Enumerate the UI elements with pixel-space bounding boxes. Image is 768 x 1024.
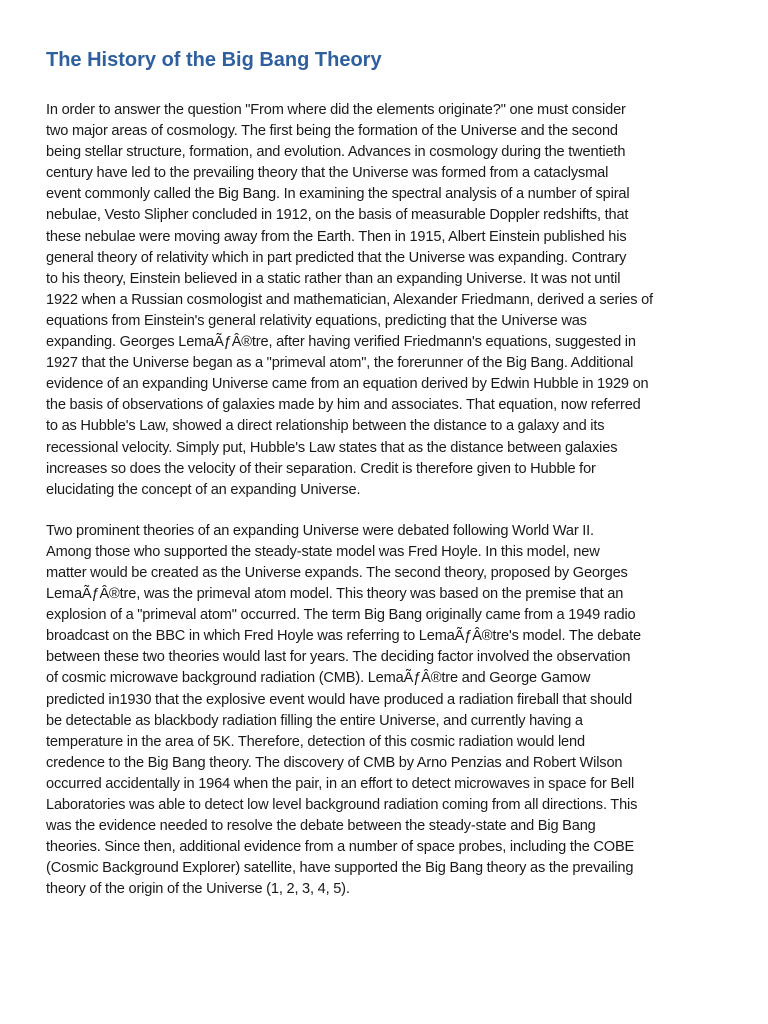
paragraph-line: (Cosmic Background Explorer) satellite, have supported the Big Bang theory as the prevailing [46,860,634,877]
paragraph-line: 1922 when a Russian cosmologist and mathematician, Alexander Friedmann, derived a series of [46,291,653,308]
paragraph-line: these nebulae were moving away from the Earth. Then in 1915, Albert Einstein published his [46,228,627,245]
paragraph-line: Two prominent theories of an expanding Universe were debated following World War II. [46,522,594,539]
paragraph-line: Laboratories was able to detect low level background radiation coming from all directions. This [46,797,638,813]
paragraph-line: temperature in the area of 5K. Therefore, detection of this cosmic radiation would lend [46,733,585,750]
paragraph-line: century have led to the prevailing theory that the Universe was formed from a cataclysmal [46,165,609,182]
paragraph-line: theories. Since then, additional evidence from a number of space probes, including the COBE [46,839,635,856]
paragraph-line: LemaÃƒÂ®tre, was the primeval atom model. This theory was based on the premise that an [46,586,624,603]
paragraph-line: In order to answer the question "From where did the elements originate?" one must consider [46,102,626,118]
paragraph-line: credence to the Big Bang theory. The discovery of CMB by Arno Penzias and Robert Wilson [46,754,623,771]
paragraph-line: was the evidence needed to resolve the debate between the steady-state and Big Bang [46,818,596,835]
paragraph-line: evidence of an expanding Universe came from an equation derived by Edwin Hubble in 1929 on [46,376,649,393]
paragraph-line: matter would be created as the Universe expands. The second theory, proposed by Georges [46,564,628,581]
paragraph-line: elucidating the concept of an expanding Universe. [46,481,361,498]
paragraph-line: Among those who supported the steady-state model was Fred Hoyle. In this model, new [46,543,600,560]
paragraph-line: being stellar structure, formation, and evolution. Advances in cosmology during the twentieth [46,144,626,161]
paragraph-line: broadcast on the BBC in which Fred Hoyle was referring to LemaÃƒÂ®tre's model. The debate [46,628,641,645]
paragraph-line: to as Hubble's Law, showed a direct relationship between the distance to a galaxy and its [46,418,605,435]
paragraph-line: two major areas of cosmology. The first being the formation of the Universe and the second [46,123,618,140]
document-title: The History of the Big Bang Theory [46,49,382,71]
paragraph-line: occurred accidentally in 1964 when the pair, in an effort to detect microwaves in space for Bell [46,775,635,792]
paragraph-line: expanding. Georges LemaÃƒÂ®tre, after having verified Friedmann's equations, suggested in [46,334,636,351]
paragraph-line: theory of the origin of the Universe (1, 2, 3, 4, 5). [46,881,350,898]
paragraph-line: equations from Einstein's general relativity equations, predicting that the Universe was [46,312,587,329]
paragraph-line: between these two theories would last for years. The deciding factor involved the observation [46,649,631,666]
paragraph-line: increases so does the velocity of their separation. Credit is therefore given to Hubble for [46,460,596,477]
paragraph-line: to his theory, Einstein believed in a static rather than an expanding Universe. It was not until [46,270,621,287]
paragraph-line: event commonly called the Big Bang. In examining the spectral analysis of a number of spiral [46,186,630,203]
paragraph-line: be detectable as blackbody radiation filling the entire Universe, and currently having a [46,712,583,729]
paragraph-line: the basis of observations of galaxies made by him and associates. That equation, now referred [46,397,641,414]
paragraph-line: general theory of relativity which in part predicted that the Universe was expanding. Contrary [46,249,627,266]
paragraph-line: explosion of a "primeval atom" occurred. The term Big Bang originally came from a 1949 radio [46,607,636,624]
paragraph-2 [46,521,744,901]
paragraph-line: of cosmic microwave background radiation (CMB). LemaÃƒÂ®tre and George Gamow [46,670,591,687]
paragraph-1 [46,100,744,501]
paragraph-line: nebulae, Vesto Slipher concluded in 1912, on the basis of measurable Doppler redshifts, that [46,207,629,224]
paragraph-line: 1927 that the Universe began as a "primeval atom", the forerunner of the Big Bang. Additional [46,355,634,372]
paragraph-line: recessional velocity. Simply put, Hubble's Law states that as the distance between galaxies [46,439,618,456]
paragraph-line: predicted in1930 that the explosive event would have produced a radiation fireball that should [46,691,633,708]
